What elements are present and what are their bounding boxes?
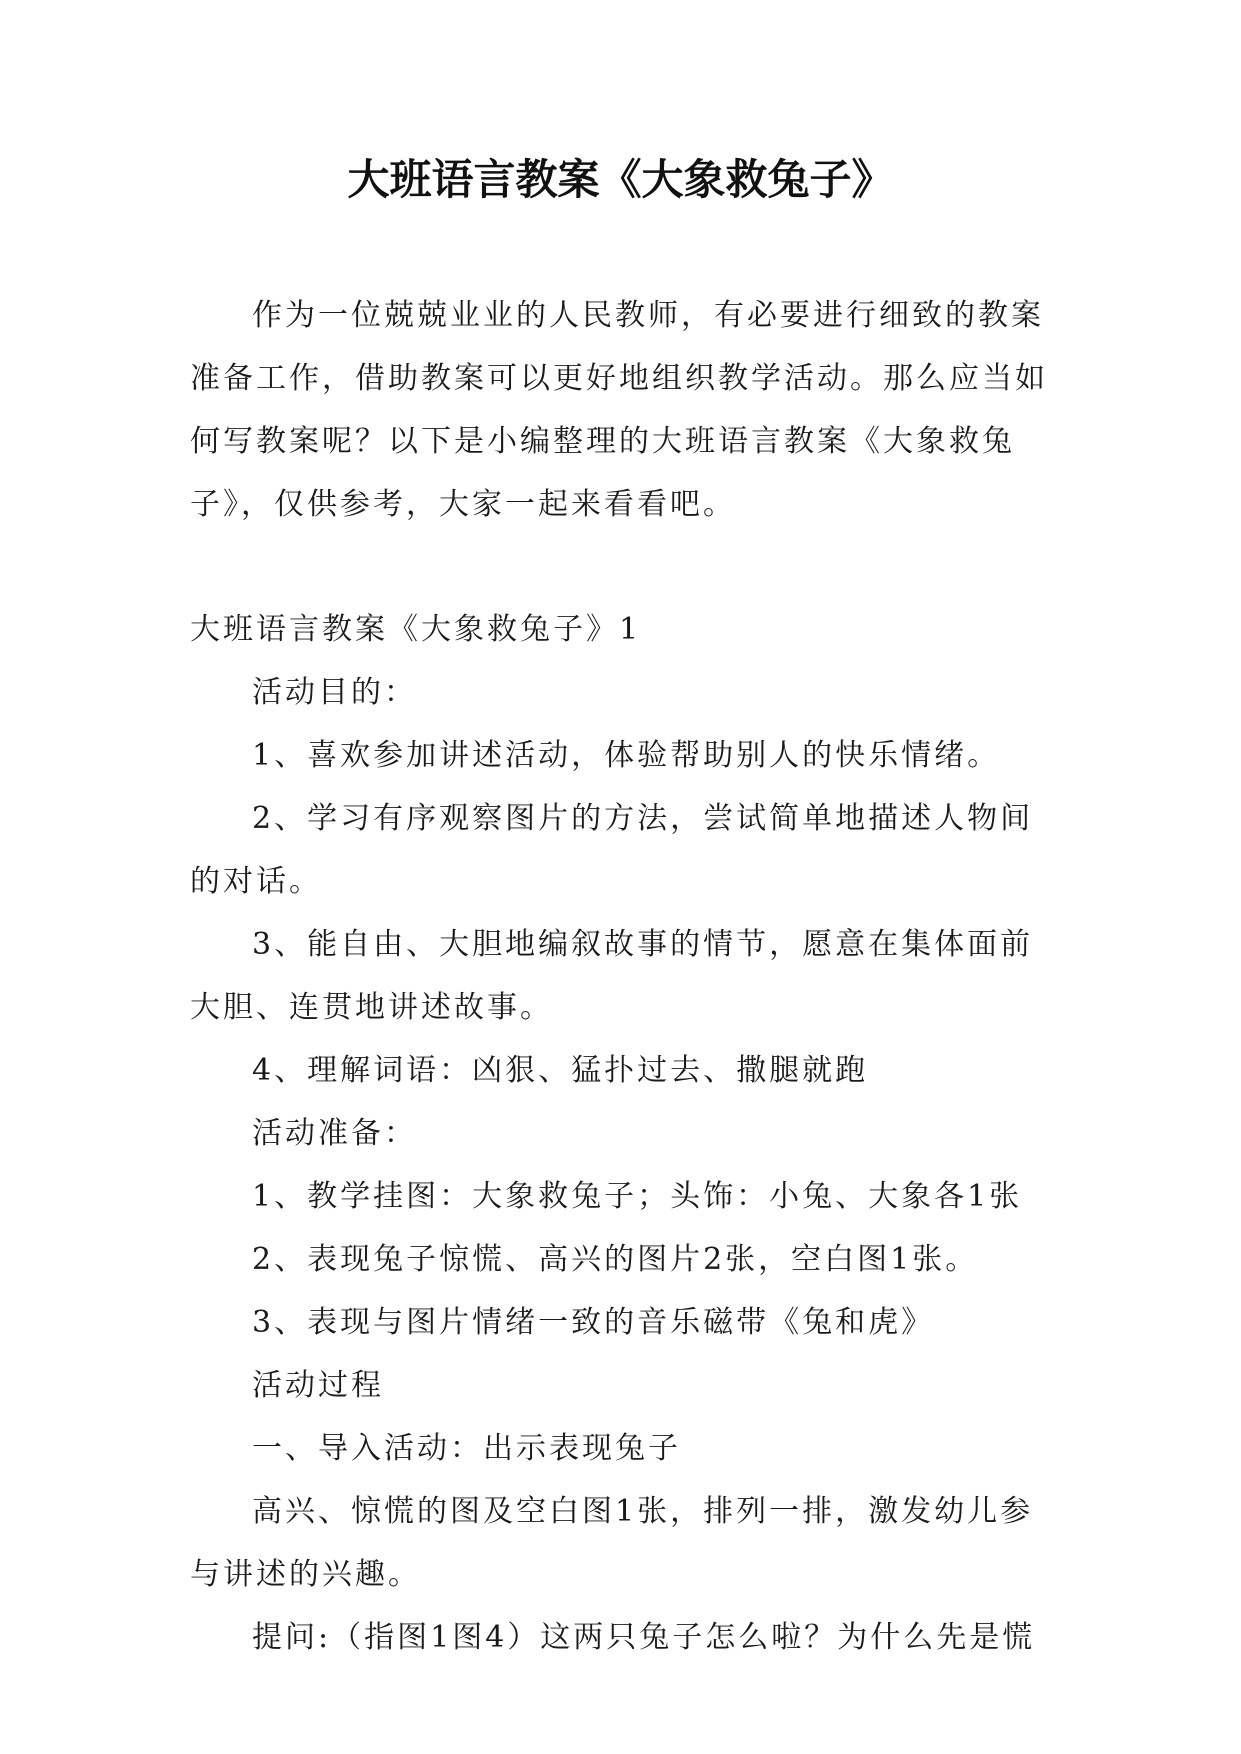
preparation-item: 2、表现兔子惊慌、高兴的图片2张，空白图1张。 (252, 1242, 979, 1277)
preparation-item: 1、教学挂图：大象救兔子；头饰：小兔、大象各1张 (252, 1179, 1023, 1214)
process-paragraph: 高兴、惊慌的图及空白图1张，排列一排，激发幼儿参与讲述的兴趣。 (190, 1494, 1034, 1592)
activity-goals-heading: 活动目的： (252, 675, 417, 710)
goal-item: 2、学习有序观察图片的方法，尝试简单地描述人物间的对话。 (190, 801, 1034, 899)
document-title: 大班语言教案《大象救兔子》 (347, 155, 894, 204)
process-step: 一、导入活动：出示表现兔子 (252, 1431, 681, 1466)
process-paragraph: 提问:（指图1图4）这两只兔子怎么啦？为什么先是慌 (252, 1620, 1036, 1655)
activity-process-heading: 活动过程 (252, 1368, 384, 1403)
goal-item: 1、喜欢参加讲述活动，体验帮助别人的快乐情绪。 (252, 738, 1001, 773)
intro-paragraph: 作为一位兢兢业业的人民教师，有必要进行细致的教案准备工作，借助教案可以更好地组织教学活动。那么应当如何写教案呢？以下是小编整理的大班语言教案《大象救兔子》，仅供参考，大家一起来看看吧。 (190, 298, 1048, 522)
document-body (190, 284, 1052, 1669)
goal-item: 3、能自由、大胆地编叙故事的情节，愿意在集体面前大胆、连贯地讲述故事。 (190, 927, 1034, 1025)
section-heading: 大班语言教案《大象救兔子》1 (190, 612, 642, 647)
preparation-item: 3、表现与图片情绪一致的音乐磁带《兔和虎》 (252, 1305, 935, 1340)
goal-item: 4、理解词语：凶狠、猛扑过去、撒腿就跑 (252, 1053, 869, 1088)
activity-preparation-heading: 活动准备： (252, 1116, 417, 1151)
